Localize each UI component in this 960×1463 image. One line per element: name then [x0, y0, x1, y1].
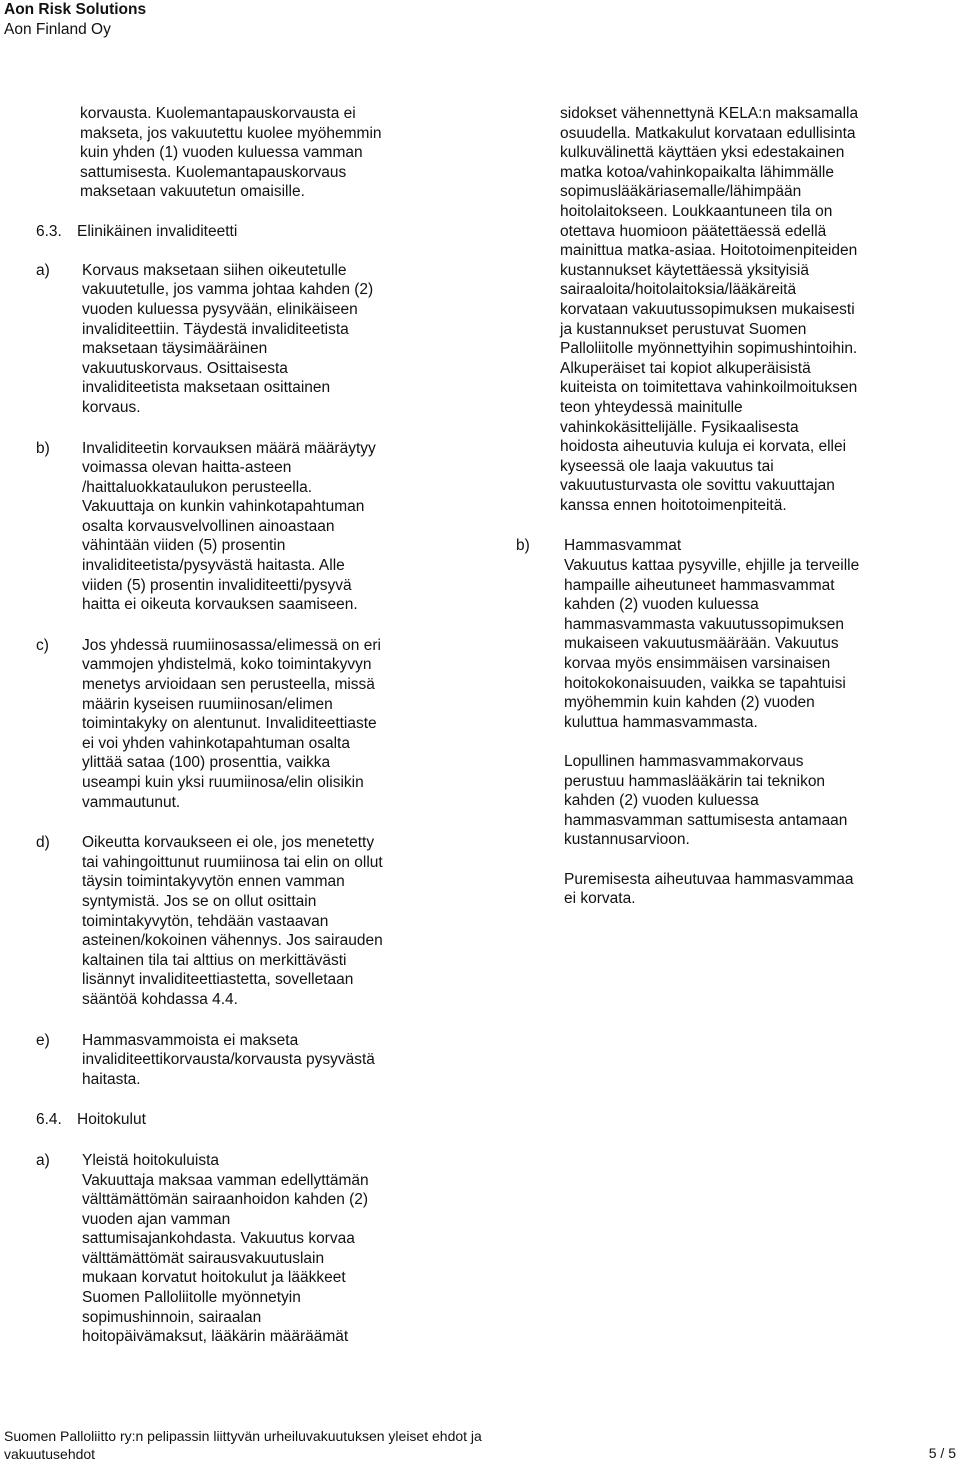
- list-item-a: [36, 261, 456, 418]
- right-column: [516, 104, 906, 909]
- text-line: vammojen yhdistelmä, koko toimintakyvyn: [82, 656, 372, 674]
- text-line: mukaiseen vakuutusmäärään. Vakuutus: [564, 635, 839, 653]
- text-line: hoitolaitokseen. Loukkaantuneen tila on: [560, 202, 833, 220]
- text-line: sopimuslääkäriasemalle/lähimpään: [560, 183, 802, 201]
- list-item-b: [36, 439, 456, 615]
- text-line: vähintään viiden (5) prosentin: [82, 537, 286, 555]
- text-line: maksetaan vakuutetun omaisille.: [80, 183, 305, 201]
- text-line: invaliditeettikorvausta/korvausta pysyvästä: [82, 1051, 375, 1069]
- text-line: osuudella. Matkakulut korvataan edullisinta: [560, 124, 856, 142]
- item-label: a): [36, 261, 50, 279]
- continued-paragraph: [516, 104, 906, 515]
- text-line: toimintakyvytön, tehdään vastaavan: [82, 912, 329, 930]
- text-line: kaltainen tila tai alttius on merkittävästi: [82, 951, 347, 969]
- text-line: kyseessä ole laaja vakuutus tai: [560, 457, 774, 475]
- item-label: a): [36, 1151, 50, 1169]
- section-number: 6.3.: [36, 222, 62, 240]
- text-line: kanssa ennen hoitotoimenpiteitä.: [560, 496, 787, 514]
- text-line: syntymistä. Jos se on ollut osittain: [82, 892, 317, 910]
- text-line: invaliditeetista/pysyvästä haitasta. Alle: [82, 557, 345, 575]
- text-line: lisännyt invaliditeettiastetta, sovelletaan: [82, 971, 354, 989]
- text-line: Invaliditeetin korvauksen määrä määräytyy: [82, 439, 376, 457]
- text-line: hoitopäivämaksut, lääkärin määräämät: [82, 1328, 349, 1346]
- text-line: täysin toimintakyvytön ennen vamman: [82, 873, 345, 891]
- section-title: Hoitokulut: [77, 1111, 146, 1129]
- item-label: c): [36, 636, 49, 654]
- section-title: Elinikäinen invaliditeetti: [77, 222, 238, 240]
- text-line: ei voi yhden vahinkotapahtuman osalta: [82, 734, 350, 752]
- section-heading-6-4: [36, 1110, 456, 1130]
- list-item-e: [36, 1031, 456, 1090]
- list-item-hammasvammat: [516, 536, 906, 908]
- text-line: vammautunut.: [82, 793, 181, 811]
- text-line: Lopullinen hammasvammakorvaus: [564, 753, 804, 770]
- text-line: toimintakyky on alentunut. Invaliditeettiaste: [82, 715, 377, 733]
- text-line: mainittua matka-asiaa. Hoitotoimenpiteiden: [560, 242, 858, 260]
- text-line: sattumisesta. Kuolemantapauskorvaus: [80, 163, 347, 181]
- text-line: voimassa olevan haitta-asteen: [82, 459, 292, 477]
- text-line: menetys arvioidaan sen perusteella, missä: [82, 676, 375, 694]
- text-line: Suomen Palloliitolle myönnetyin: [82, 1289, 301, 1307]
- item-label: e): [36, 1031, 50, 1049]
- text-line: invaliditeetista maksetaan osittainen: [82, 379, 331, 397]
- text-line: otettava huomioon päätettäessä edellä: [560, 222, 827, 240]
- text-line: invaliditeettiin. Täydestä invaliditeetista: [82, 320, 349, 338]
- text-line: kustannukset käytettäessä yksityisiä: [560, 261, 809, 279]
- intro-paragraph: [36, 104, 456, 202]
- text-line: haitasta.: [82, 1070, 141, 1088]
- footer-line: vakuutusehdot: [4, 1445, 96, 1462]
- list-item-hoitokulut-a: [36, 1151, 456, 1347]
- text-line: kuiteista on toimitettava vahinkoilmoituksen: [560, 379, 858, 397]
- text-line: sattumisajankohdasta. Vakuutus korvaa: [82, 1230, 355, 1248]
- section-heading-6-3: [36, 222, 456, 242]
- text-line: matka kotoa/vahinkopaikalta lähimmälle: [560, 163, 834, 181]
- text-line: Hammasvammoista ei makseta: [82, 1031, 299, 1049]
- text-line: tai vahingoittunut ruumiinosa tai elin on ollut: [82, 853, 383, 871]
- text-line: Vakuuttaja on kunkin vahinkotapahtuman: [82, 498, 365, 516]
- text-line: hampaille aiheutuneet hammasvammat: [564, 576, 835, 594]
- text-line: vuoden kuluessa pysyvään, elinikäiseen: [82, 300, 358, 318]
- text-line: useampi kuin yksi ruumiinosa/elin olisikin: [82, 774, 364, 791]
- list-item-d: [36, 833, 456, 1009]
- company-name: Aon Risk Solutions: [4, 1, 147, 18]
- text-line: ylittää sataa (100) prosenttia, vaikka: [82, 754, 331, 772]
- text-line: korvaa myös ensimmäisen varsinaisen: [564, 655, 831, 673]
- text-line: määrin kyseisen ruumiinosan/elimen: [82, 695, 333, 713]
- section-number: 6.4.: [36, 1111, 62, 1129]
- text-line: hammasvamman sattumisesta antamaan: [564, 811, 848, 829]
- text-line: kahden (2) vuoden kuluessa: [564, 792, 759, 810]
- text-line: Vakuutus kattaa pysyville, ehjille ja terveille: [564, 557, 860, 575]
- text-line: vuoden ajan vamman: [82, 1210, 231, 1228]
- left-column: [36, 104, 456, 1347]
- text-line: osalta korvausvelvollinen ainoastaan: [82, 517, 335, 535]
- text-line: Puremisesta aiheutuvaa hammasvammaa: [564, 870, 854, 888]
- text-line: vahinkokäsittelijälle. Fysikaalisesta: [560, 418, 799, 436]
- text-line: sidokset vähennettynä KELA:n maksamalla: [560, 105, 859, 122]
- text-line: Alkuperäiset tai kopiot alkuperäisistä: [560, 359, 811, 377]
- footer-text: [4, 1428, 482, 1463]
- text-line: vakuutusturvasta ole sovittu vakuuttajan: [560, 477, 835, 495]
- text-line: välttämättömän sairaanhoidon kahden (2): [82, 1191, 369, 1209]
- text-line: vakuutuskorvaus. Osittaisesta: [82, 359, 288, 377]
- text-line: /haittaluokkataulukon perusteella.: [82, 478, 313, 496]
- text-line: teon yhteydessä mainitulle: [560, 398, 743, 416]
- item-label: d): [36, 834, 50, 852]
- text-line: sairaaloita/hoitolaitoksia/lääkäreitä: [560, 281, 797, 299]
- text-line: hoidosta aiheutuvia kuluja ei korvata, ellei: [560, 438, 847, 456]
- text-line: viiden (5) prosentin invaliditeetti/pysyvä: [82, 576, 352, 594]
- text-line: Vakuuttaja maksaa vamman edellyttämän: [82, 1171, 369, 1189]
- text-line: hoitokokonaisuuden, vaikka se tapahtuisi: [564, 674, 846, 692]
- text-line: vakuutetulle, jos vamma johtaa kahden (2): [82, 281, 374, 299]
- text-line: maksetaan täysimääräinen: [82, 340, 268, 358]
- text-line: makseta, jos vakuutettu kuolee myöhemmin: [80, 124, 382, 142]
- text-line: myöhemmin kuin kahden (2) vuoden: [564, 694, 815, 712]
- text-line: kulkuvälinettä käyttäen yksi edestakainen: [560, 144, 845, 162]
- text-line: kuin yhden (1) vuoden kuluessa vamman: [80, 144, 363, 162]
- text-line: ja kustannukset perustuvat Suomen: [560, 320, 807, 338]
- text-line: asteinen/kokoinen vähennys. Jos sairauden: [82, 932, 383, 950]
- text-line: haitta ei oikeuta korvauksen saamiseen.: [82, 596, 358, 614]
- text-line: sopimushinnoin, sairaalan: [82, 1308, 262, 1326]
- text-line: Oikeutta korvaukseen ei ole, jos menetetty: [82, 834, 375, 852]
- text-line: välttämättömät sairausvakuutuslain: [82, 1249, 325, 1267]
- text-line: korvaus.: [82, 398, 141, 416]
- text-line: hammasvammasta vakuutussopimuksen: [564, 615, 844, 633]
- text-line: Yleistä hoitokuluista: [82, 1151, 219, 1169]
- text-line: kustannusarvioon.: [564, 831, 690, 849]
- list-item-c: [36, 636, 456, 812]
- text-line: Hammasvammat: [564, 537, 682, 555]
- page-number: 5 / 5: [928, 1445, 956, 1461]
- text-line: Korvaus maksetaan siihen oikeutetulle: [82, 261, 347, 279]
- text-line: perustuu hammaslääkärin tai teknikon: [564, 772, 826, 790]
- item-label: b): [516, 537, 530, 555]
- text-line: mukaan korvatut hoitokulut ja lääkkeet: [82, 1269, 346, 1287]
- item-label: b): [36, 439, 50, 457]
- text-line: kahden (2) vuoden kuluessa: [564, 596, 759, 614]
- text-line: kuluttua hammasvammasta.: [564, 713, 758, 731]
- footer-line: Suomen Palloliitto ry:n pelipassin liittyvän urheiluvakuutuksen yleiset ehdot ja: [4, 1428, 482, 1444]
- text-line: sääntöä kohdassa 4.4.: [82, 990, 238, 1008]
- text-line: ei korvata.: [564, 890, 636, 908]
- text-line: Palloliitolle myönnettyihin sopimushintoihin.: [560, 340, 858, 358]
- text-line: Jos yhdessä ruumiinosassa/elimessä on eri: [82, 636, 381, 654]
- company-subsidiary: Aon Finland Oy: [4, 21, 111, 38]
- text-line: korvausta. Kuolemantapauskorvausta ei: [80, 105, 356, 122]
- text-line: korvataan vakuutussopimuksen mukaisesti: [560, 300, 855, 318]
